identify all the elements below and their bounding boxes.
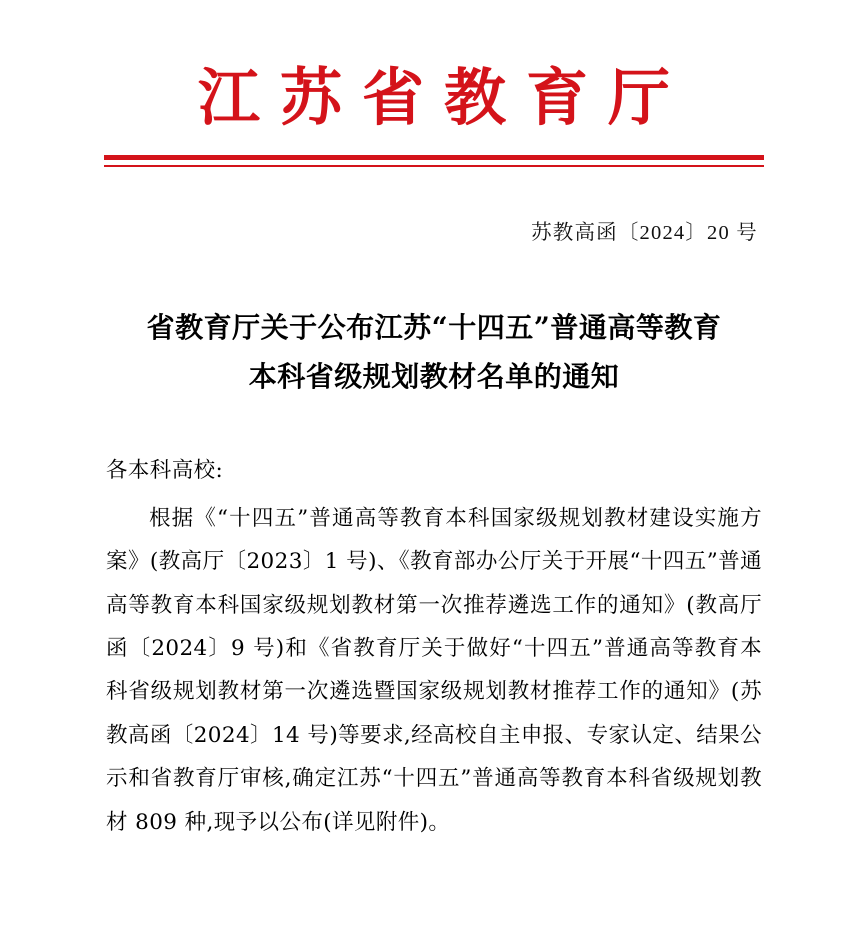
masthead-rule-thin — [104, 165, 764, 167]
page-title — [104, 303, 764, 401]
salutation: 各本科高校: — [106, 458, 224, 484]
document-number: 苏教高函〔2024〕20 号 — [531, 222, 758, 245]
masthead-rules — [104, 155, 764, 167]
page-title-line-2: 本科省级规划教材名单的通知 — [248, 360, 620, 394]
page-title-line-1: 省教育厅关于公布江苏“十四五”普通高等教育 — [146, 311, 722, 345]
issuing-organization-title: 江苏省教育厅 — [197, 61, 690, 134]
document-body — [106, 449, 762, 844]
masthead — [0, 0, 868, 167]
masthead-rule-thick — [104, 155, 764, 160]
body-paragraph-1: 根据《“十四五”普通高等教育本科国家级规划教材建设实施方案》(教高厅〔2023〕1 号)、《教育部办公厅关于开展“十四五”普通高等教育本科国家级规划教材第一次推荐遴选工作的通知》(教高厅函〔2024〕9 号)和《省教育厅关于做好“十四五”普通高等教育本科省级规划教材第一次遴选暨国家级规划教材推荐工作的通知》(苏教高函〔2024〕14 号)等要求,经高校自主申报、专家认定、结果公示和省教育厅审核,确定江苏“十四五”普通高等教育本科省级规划教材 809 种,现予以公布(详见附件)。 — [106, 505, 762, 835]
